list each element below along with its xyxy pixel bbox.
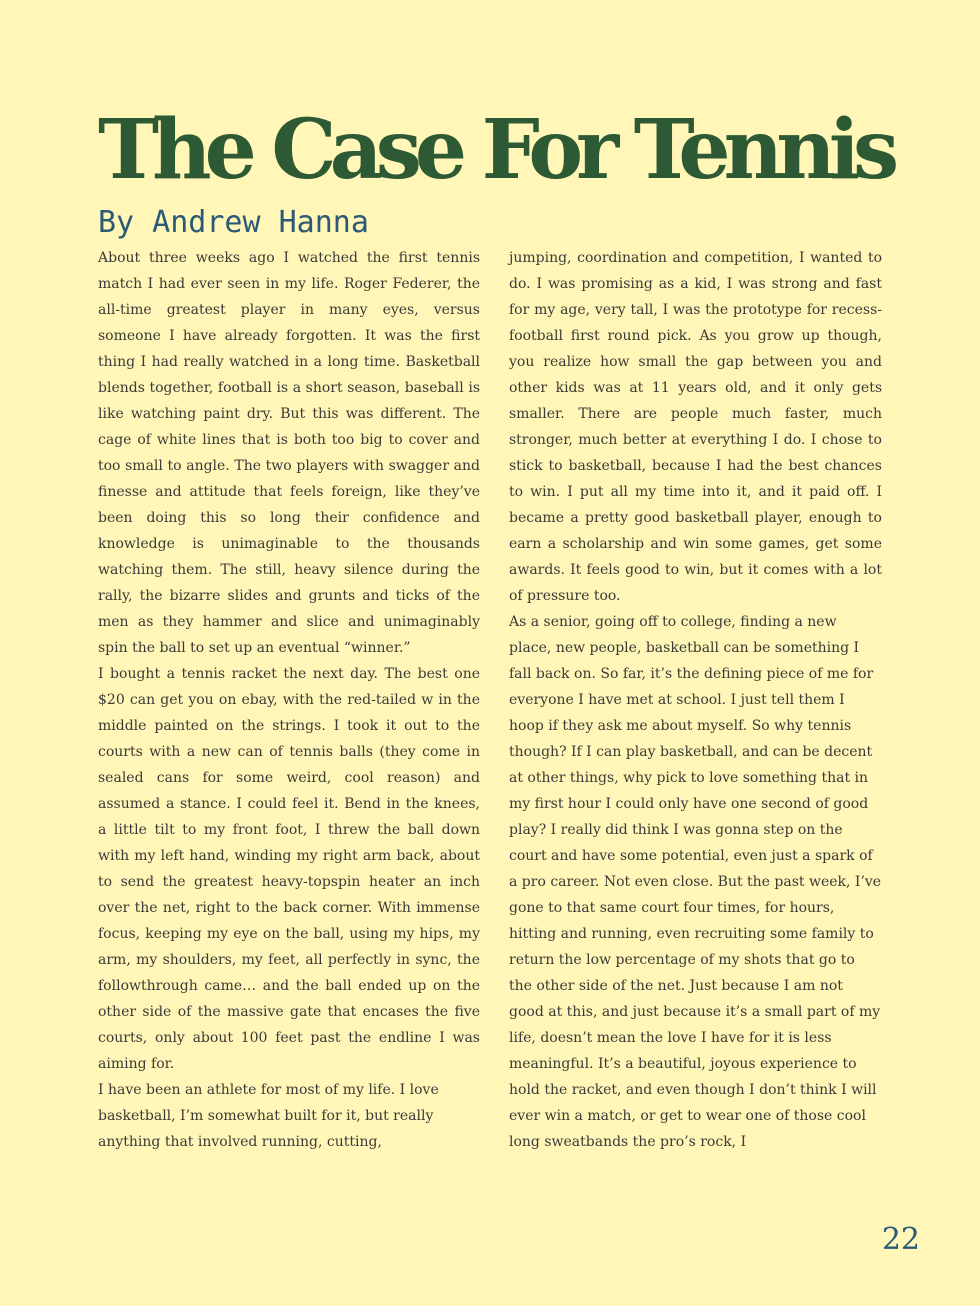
paragraph-senior-college: As a senior, going off to college, finding a new place, new people, basketball can be something I fall back on. So far, it’s the defining piece of me for everyone I have met at school. I just tell them I hoop if they ask me about myself. So why tennis though? If I can play basketball, and can be decent at other things, why pick to love something that in my first hour I could only have one second of good play? I really did think I was gonna step on the court and have some potential, even just a spark of a pro career. Not even close. But the past week, I’ve gone to that same court four times, for hours, hitting and running, even recruiting some family to return the low percentage of my shots that go to the other side of the net. Just because I am not good at this, and just because it’s a small part of my life, doesn’t mean the love I have for it is less meaningful. It’s a beautiful, joyous experience to hold the racket, and even though I don’t think I will ever win a match, or get to wear one of those cool long sweatbands the pro’s rock, I: [509, 614, 882, 1150]
article-left-column: [98, 245, 480, 1155]
article-right-column: [509, 245, 882, 1155]
paragraph-first-match: About three weeks ago I watched the first tennis match I had ever seen in my life. Roger Federer, the all-time greatest player in many eyes, versus someone I have already forgotten. It was the first thing I had really watched in a long time. Basketball blends together, football is a short season, baseball is like watching paint dry. But this was different. The cage of white lines that is both too big to cover and too small to angle. The two players with swagger and finesse and attitude that feels foreign, like they’ve been doing this so long their confidence and knowledge is unimaginable to the thousands watching them. The still, heavy silence during the rally, the bizarre slides and grunts and ticks of the men as they hammer and slice and unimaginably spin the ball to set up an eventual “winner.”: [98, 250, 480, 656]
author-byline: By Andrew Hanna: [98, 205, 369, 240]
page-number: 22: [881, 1222, 920, 1257]
paragraph-bought-racket: I bought a tennis racket the next day. The best one $20 can get you on ebay, with the red-tailed w in the middle painted on the strings. I took it out to the courts with a new can of tennis balls (they come in sealed cans for some weird, cool reason) and assumed a stance. I could feel it. Bend in the knees, a little tilt to my front foot, I threw the ball down with my left hand, winding my right arm back, about to send the greatest heavy-topspin heater an inch over the net, right to the back corner. With immense focus, keeping my eye on the ball, using my hips, my arm, my shoulders, my feet, all perfectly in sync, the followthrough came… and the ball ended up on the other side of the massive gate that encases the five courts, only about 100 feet past the endline I was aiming for.: [98, 666, 480, 1072]
paragraph-athlete-continued: jumping, coordination and competition, I wanted to do. I was promising as a kid, I was strong and fast for my age, very tall, I was the prototype for recess-football first round pick. As you grow up though, you realize how small the gap between you and other kids was at 11 years old, and it only gets smaller. There are people much faster, much stronger, much better at everything I do. I chose to stick to basketball, because I had the best chances to win. I put all my time into it, and it paid off. I became a pretty good basketball player, enough to earn a scholarship and win some games, get some awards. It feels good to win, but it comes with a lot of pressure too.: [509, 250, 882, 604]
paragraph-athlete-start: I have been an athlete for most of my life. I love basketball, I’m somewhat built for it, but really anything that involved running, cutting,: [98, 1082, 439, 1150]
article-title: The Case For Tennis: [98, 102, 893, 198]
